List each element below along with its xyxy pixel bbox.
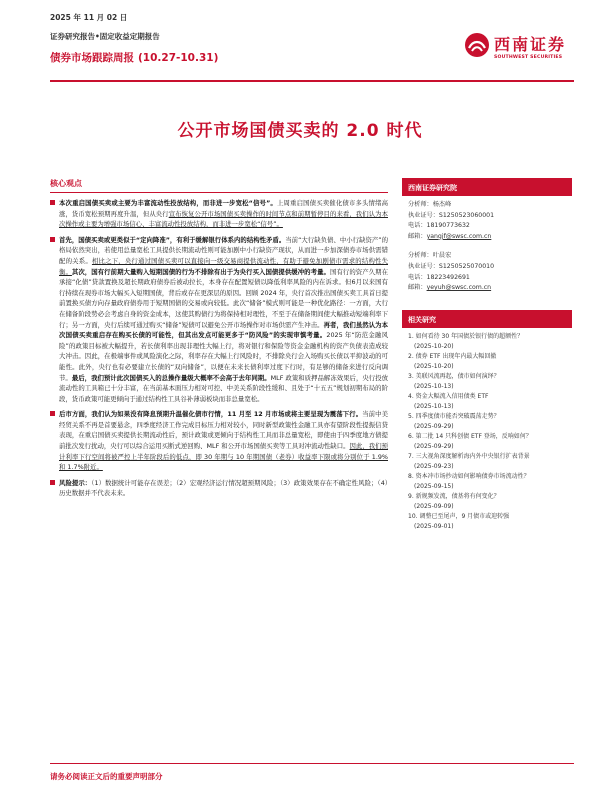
related-research-item[interactable] bbox=[408, 372, 572, 392]
related-research-item[interactable] bbox=[408, 412, 572, 432]
text-run: MLF 政策和质押品解冻效果后，央行投放流动性的工具箱已十分丰富，在当前基本面压力相对可控、中美关系阶段性缓和、且处于“十五五”规划初期布局的阶段，货币政策可能更倾向于通过结构性工具谷补薄弱板块而非总量宽松。 bbox=[59, 373, 389, 403]
text-run: 2025 年“防范金融风险”的政策目标被大幅提升，若长债利率出现非理性大幅上行，将对银行和保险等资金金融机构的资产负债表造成较大冲击。因此，在极端事件或风险演化之际，利率存在大幅上行风险时，不排除央行会入场购买长债以平抑波动的可能性。此外，央行也有必要建立长债的“双向储备”，以便在未来长债利率过度下行时，有足够的储备来进行反向调节。 bbox=[59, 331, 389, 382]
text-run: 首先，国债买卖或更类似于“定向降准”，有利于缓解银行体系内的结构性矛盾。 bbox=[59, 235, 286, 244]
related-research-date: (2025-10-20) bbox=[414, 342, 454, 350]
text-run: 宣布恢复公开市场国债买卖操作的时间节点和前期暂停目的来看，我们认为本次操作或主要为增强市场信心、丰富流动性投放结构，而非进一步宽松“信号”。 bbox=[59, 209, 388, 229]
paragraph bbox=[59, 198, 388, 230]
text-run: 本次重启国债买卖或主要为丰富流动性投放结构，而非进一步宽松“信号”。 bbox=[59, 199, 277, 207]
text-run: 后市方面，我们认为如果没有降息预期升温催化债市行情，11 月至 12 月市场或将主要呈现为震荡下行。 bbox=[59, 410, 363, 419]
analyst-phone: 电话：18190773632 bbox=[408, 222, 470, 230]
related-research-date: (2025-09-29) bbox=[414, 422, 454, 430]
logo-name-cn: 西南证券 bbox=[494, 35, 567, 54]
related-research-title: 4. 资金大幅流入信用债类 ETF bbox=[408, 392, 489, 400]
related-research-date: (2025-09-29) bbox=[414, 442, 454, 450]
bullet-square-icon bbox=[50, 237, 55, 242]
text-run: 最后，我们预计此次国债买入的总操作量级大概率不会高于去年同期。 bbox=[71, 373, 271, 382]
paragraph bbox=[59, 235, 388, 405]
analyst-phone: 电话：18223492691 bbox=[408, 273, 470, 281]
related-research-title: 6. 第二批 14 只科创债 ETF 登场，反响如何？ bbox=[408, 432, 532, 440]
analyst-name: 分析师：杨杰峰 bbox=[408, 201, 452, 208]
analyst-license: 执业证号：S1250525070010 bbox=[408, 262, 495, 270]
text-run: 相比之下，央行通过国债买卖可以直接向一级交易商提供流动性，有助于避免加剧债市需求的结构性失衡。 bbox=[59, 256, 389, 276]
related-research-title: 8. 资本冲市场抄动如何影响债券市场流动性？ bbox=[408, 472, 530, 480]
bullet-square-icon bbox=[50, 480, 55, 485]
related-research-date: (2025-10-13) bbox=[414, 402, 454, 410]
report-header bbox=[50, 10, 570, 82]
related-research-date: (2025-09-15) bbox=[414, 482, 454, 490]
core-point-1 bbox=[50, 198, 388, 230]
paragraph bbox=[59, 478, 388, 499]
text-run: 再者，我们虽然认为本次国债买卖重启存在购买长债的可能性，但其出发点可能更多于“防风险”的实现审慎考量。 bbox=[59, 320, 389, 340]
footer-divider bbox=[50, 763, 574, 764]
paragraph bbox=[59, 409, 388, 473]
sidebar bbox=[402, 178, 572, 532]
text-run: 上周重启国债买卖催化债市多头情绪高涨，货币宽松预期再度升温，但从央行 bbox=[59, 199, 388, 218]
research-institute-heading: 西南证券研究院 bbox=[402, 178, 572, 196]
text-run: （1）数据统计可能存在误差；（2）宏观经济运行情况超预期风险；（3）政策效果存在不确定性风险；（4）历史数据并不代表未来。 bbox=[59, 478, 389, 498]
weekly-series bbox=[50, 50, 218, 65]
core-point-2 bbox=[50, 235, 388, 405]
core-views-heading: 核心观点 bbox=[50, 179, 82, 188]
related-research-date: (2025-09-23) bbox=[414, 462, 454, 470]
core-views-section bbox=[50, 178, 388, 504]
related-research-item[interactable] bbox=[408, 352, 572, 372]
related-research-title: 1. 如何看待 30 年国债於银行债的超额性？ bbox=[408, 332, 524, 340]
analyst-name: 分析师：叶晨宏 bbox=[408, 252, 452, 260]
text-run: 因此，我们预计利率下行空间将被严控上半年阶段后的低点，即 30 年期与 10 年期国债（老券）收益率下限或将分别位于 1.9%和 1.7%附近。 bbox=[59, 442, 389, 472]
related-research-title: 2. 债券 ETF 出现年内最大幅回撤 bbox=[408, 352, 497, 360]
analyst-license: 执业证号：S1250523060001 bbox=[408, 211, 495, 219]
related-research-title: 3. 美联风流再起，债市如何演绎？ bbox=[408, 372, 500, 380]
related-research-date: (2025-10-13) bbox=[414, 382, 454, 390]
text-run: 其次，国有行前期大量购入短期国债的行为不排除有出于为央行买入国债提供缓冲的考量。 bbox=[71, 267, 330, 276]
related-research-heading: 相关研究 bbox=[402, 310, 572, 328]
core-views-divider bbox=[50, 192, 388, 193]
report-title: 公开市场国债买卖的 2.0 时代 bbox=[177, 121, 423, 141]
related-research-item[interactable] bbox=[408, 492, 572, 512]
logo-name-en: SOUTHWEST SECURITIES bbox=[494, 55, 563, 60]
related-research-item[interactable] bbox=[408, 512, 572, 532]
company-logo bbox=[464, 30, 574, 76]
header-divider bbox=[50, 80, 574, 82]
related-research-title: 10. 调整已至尾声，9 月债市或迎转强 bbox=[408, 512, 510, 520]
text-run: 当前中美经贸关系不再是首要悬念，四季度经济工作完成目标压力相对较小，同时新型政策性金融工具亦有望阶段性提振信贷表现，在重启国债买卖提供长期流动性后，预计政策或更倾向于结构性工具而非总量宽松，即使由于四季度地方债提前批次发行扰动，央行可以综合运用买断式逆回购、MLF 和公开市场国债买卖等工具对冲流动性缺口。 bbox=[59, 410, 388, 451]
email-label: 邮箱： bbox=[408, 232, 427, 240]
analyst-email-link[interactable]: yangjf@swsc.com.cn bbox=[426, 232, 492, 240]
text-run: 国有行的资产久期在承接“化债”贷款置换及超长期政府债券后被动拉长，本身存在配置短债以降低利率风险的内在诉求。但6月以来国有行持续在现券市场大幅买入短期国债，背后或存在更深层的原因。回顾 2024 年，央行首次推出国债买卖工具首日提前置换买债方向存量政府债券用于短期国债的交易或向较低。此次“储备”模式则可能是一种优化路径：一方面，大行在储备阶段势必会考虑自身的资金成本，这使其购债行为将保持相对理性，不至于在储备期间使大幅推动短端利率下行；另一方面，央行后续可通过购买“储备”短债可以避免公开市场操作对市场供需产生冲击。 bbox=[59, 267, 389, 329]
related-research-date: (2025-09-09) bbox=[414, 502, 454, 510]
weekly-name: 债券市场跟踪周报 bbox=[50, 52, 134, 64]
logo-emblem-icon bbox=[464, 32, 490, 58]
related-research-item[interactable] bbox=[408, 432, 572, 452]
weekly-range: (10.27-10.31) bbox=[138, 52, 219, 64]
related-research-item[interactable] bbox=[408, 332, 572, 352]
analyst-email-link[interactable]: yeyuh@swsc.com.cn bbox=[426, 284, 492, 292]
analyst-email-row bbox=[408, 283, 566, 294]
related-research-title: 5. 四季度债市能否突破震荡走势？ bbox=[408, 412, 500, 420]
related-research-item[interactable] bbox=[408, 472, 572, 492]
related-research-item[interactable] bbox=[408, 392, 572, 412]
related-research-item[interactable] bbox=[408, 452, 572, 472]
bullet-square-icon bbox=[50, 411, 55, 416]
footer-disclaimer: 请务必阅读正文后的重要声明部分 bbox=[50, 772, 163, 781]
related-research-title: 9. 新规频发流，债基将有何变化？ bbox=[408, 492, 500, 500]
analyst-email-row bbox=[408, 232, 566, 243]
core-point-3 bbox=[50, 409, 388, 473]
analyst-card bbox=[402, 196, 572, 296]
text-run: 风险提示： bbox=[59, 478, 92, 487]
report-type: 证券研究报告•固定收益定期报告 bbox=[50, 32, 160, 41]
related-research-title: 7. 三大视角深度解析海内外中央银行扩表背景 bbox=[408, 452, 530, 460]
bullet-square-icon bbox=[50, 200, 55, 205]
related-research-date: (2025-10-20) bbox=[414, 362, 454, 370]
report-date: 2025 年 11 月 02 日 bbox=[50, 13, 128, 22]
related-research-list bbox=[402, 328, 572, 532]
related-research-date: (2025-09-01) bbox=[414, 522, 454, 530]
email-label: 邮箱： bbox=[408, 284, 427, 292]
risk-warning bbox=[50, 478, 388, 499]
text-run: 当前“大行缺负债、中小行缺资产”的格局依然突出，若使用总量宽松工具提供长期流动性则可能加剧中小行缺资产现状，从而进一步加深债券市场供需错配的关系。 bbox=[59, 235, 389, 265]
